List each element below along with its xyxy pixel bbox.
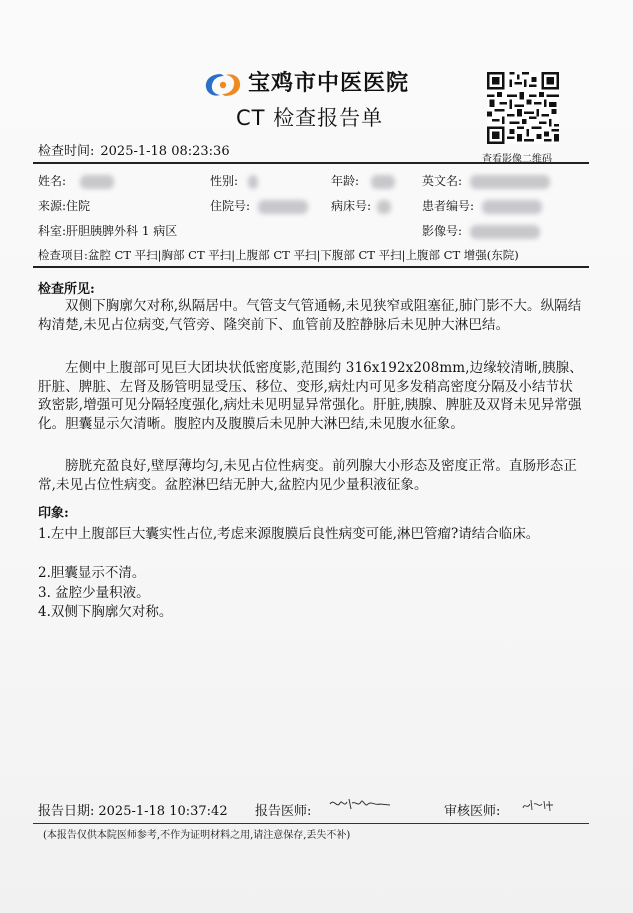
- report-date: [38, 800, 228, 819]
- patient-name-field: [38, 172, 114, 189]
- redacted-patient-no: [482, 200, 542, 214]
- redacted-english-name: [470, 175, 550, 189]
- hospital-logo-icon: [203, 70, 243, 100]
- source-field: [38, 197, 90, 214]
- exam-items: [38, 247, 519, 263]
- findings-paragraph: 双侧下胸廓欠对称,纵隔居中。气管支气管通畅,未见狭窄或阻塞征,肺门影不大。纵隔结构清楚,未见占位病变,气管旁、隆突前下、血管前及腔静脉后未见肿大淋巴结。: [38, 298, 582, 333]
- hospital-name: 宝鸡市中医医院: [248, 71, 410, 96]
- redacted-image-no: [470, 225, 540, 239]
- redacted-inpatient-no: [258, 200, 308, 214]
- findings-paragraph: 左侧中上腹部可见巨大团块状低密度影,范围约 316x192x208mm,边缘较清晰,胰腺、肝脏、脾脏、左肾及肠管明显受压、移位、变形,病灶内可见多发稍高密度分隔及小结节状致密影,增强可见分隔轻度强化,病灶未见明显异常强化。肝脏,胰腺、脾脏及双肾未见异常强化。胆囊显示欠清晰。腹腔内及腹膜后未见肿大淋巴结,未见腹水征象。: [38, 360, 583, 432]
- findings-title: 检查所见:: [38, 282, 95, 297]
- reviewer-signature: [521, 796, 555, 814]
- report-doctor-label: 报告医师:: [255, 804, 312, 819]
- inpatient-no-field: [210, 197, 308, 214]
- header-divider: [33, 162, 589, 164]
- report-date-label: 报告日期:: [38, 804, 95, 819]
- redacted-gender: [248, 175, 258, 189]
- qr-code-icon[interactable]: [487, 72, 559, 144]
- gender-label: 性别:: [210, 174, 239, 188]
- redacted-age: [371, 175, 395, 189]
- exam-time-label: 检查时间:: [38, 144, 95, 159]
- age-field: [331, 172, 395, 189]
- impression-title: 印象:: [38, 506, 69, 521]
- age-label: 年龄:: [331, 174, 360, 188]
- department-field: [38, 222, 177, 239]
- image-no-field: [422, 222, 540, 239]
- inpatient-no-label: 住院号:: [210, 199, 251, 213]
- exam-time: [38, 140, 230, 159]
- redacted-bed-no: [377, 200, 391, 214]
- impression-item: 4.双侧下胸廓欠对称。: [38, 604, 173, 620]
- exam-items-label: 检查项目:: [38, 248, 88, 262]
- exam-items-value: 盆腔 CT 平扫|胸部 CT 平扫|上腹部 CT 平扫|下腹部 CT 平扫|上腹部 CT 增强(东院): [87, 248, 519, 262]
- english-name-field: [422, 172, 550, 189]
- footer-divider: [33, 823, 589, 824]
- patient-name-label: 姓名:: [38, 174, 67, 188]
- english-name-label: 英文名:: [422, 174, 463, 188]
- image-no-label: 影像号:: [422, 224, 463, 238]
- bed-no-field: [331, 197, 391, 214]
- impression-item: 3. 盆腔少量积液。: [38, 585, 150, 601]
- findings-paragraph: 膀胱充盈良好,壁厚薄均匀,未见占位性病变。前列腺大小形态及密度正常。直肠形态正常,未见占位性病变。盆腔淋巴结无肿大,盆腔内见少量积液征象。: [38, 458, 577, 493]
- bed-no-label: 病床号:: [331, 199, 372, 213]
- qr-code-label: 查看影像二维码: [482, 154, 552, 165]
- impression-item: 1.左中上腹部巨大囊实性占位,考虑来源腹膜后良性病变可能,淋巴管瘤?请结合临床。: [38, 526, 540, 542]
- department-value: 肝胆胰脾外科 1 病区: [66, 224, 178, 238]
- department-label: 科室:: [38, 224, 67, 238]
- source-label: 来源:: [38, 199, 67, 213]
- patient-no-field: [422, 197, 542, 214]
- report-date-value: 2025-1-18 10:37:42: [98, 804, 228, 819]
- report-doctor-signature: [328, 794, 392, 816]
- source-value: 住院: [66, 199, 91, 213]
- report-title: CT 检查报告单: [236, 106, 384, 130]
- impression-item: 2.胆囊显示不清。: [38, 565, 146, 581]
- exam-time-value: 2025-1-18 08:23:36: [100, 144, 230, 159]
- info-divider: [33, 266, 589, 268]
- gender-field: [210, 172, 258, 189]
- patient-no-label: 患者编号:: [422, 199, 475, 213]
- reviewer-label: 审核医师:: [444, 804, 501, 819]
- disclaimer: (本报告仅供本院医师参考,不作为证明材料之用,请注意保存,丢失不补): [43, 830, 351, 841]
- redacted-name: [80, 175, 114, 189]
